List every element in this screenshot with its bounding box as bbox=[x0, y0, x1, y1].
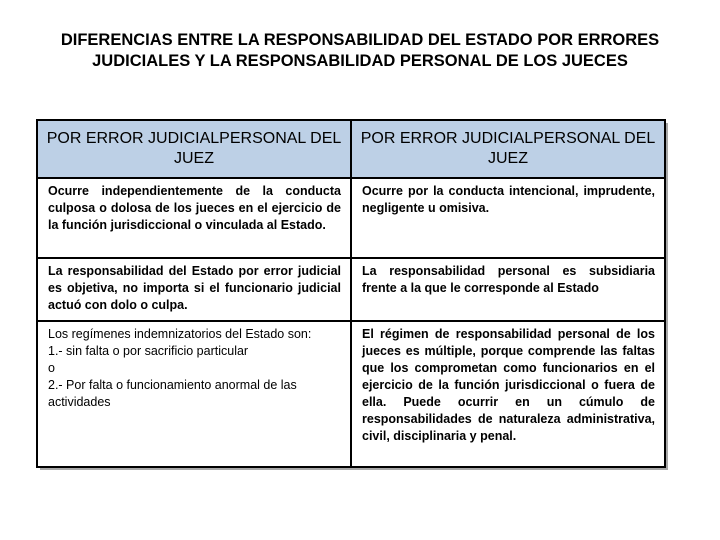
table-header-row bbox=[37, 120, 665, 178]
regime-line: 2.- Por falta o funcionamiento anormal de las actividades bbox=[48, 378, 297, 409]
regime-line: o bbox=[48, 361, 55, 375]
regime-line: 1.- sin falta o por sacrificio particular bbox=[48, 344, 249, 358]
table-row bbox=[37, 258, 665, 321]
table-row bbox=[37, 321, 665, 467]
title-line-2: JUDICIALES Y LA RESPONSABILIDAD PERSONAL DE LOS JUECES bbox=[92, 52, 628, 70]
table-cell-right: Ocurre por la conducta intencional, imprudente, negligente u omisiva. bbox=[351, 178, 665, 258]
column-header-right: POR ERROR JUDICIALPERSONAL DEL JUEZ bbox=[351, 120, 665, 178]
table-cell-left: La responsabilidad del Estado por error judicial es objetiva, no importa si el funcionario judicial actuó con dolo o culpa. bbox=[37, 258, 351, 321]
table-cell-right: El régimen de responsabilidad personal de los jueces es múltiple, porque comprende las faltas que los comprometan como funcionarios en el ejercicio de la función jurisdiccional o fuera de ella. Puede ocurrir en un cúmulo de responsabilidades de naturaleza administrativa, civil, disciplinaria y penal. bbox=[351, 321, 665, 467]
table-cell-right: La responsabilidad personal es subsidiaria frente a la que le corresponde al Estado bbox=[351, 258, 665, 321]
comparison-table bbox=[36, 119, 666, 468]
page-title bbox=[20, 30, 700, 72]
table-cell-left bbox=[37, 321, 351, 467]
title-line-1: DIFERENCIAS ENTRE LA RESPONSABILIDAD DEL ESTADO POR ERRORES bbox=[60, 31, 660, 49]
comparison-table-container bbox=[36, 119, 664, 466]
regime-line: Los regímenes indemnizatorios del Estado son: bbox=[48, 327, 312, 341]
column-header-left: POR ERROR JUDICIALPERSONAL DEL JUEZ bbox=[37, 120, 351, 178]
table-row bbox=[37, 178, 665, 258]
table-cell-left: Ocurre independientemente de la conducta culposa o dolosa de los jueces en el ejercicio de la función jurisdiccional o vinculada al Estado. bbox=[37, 178, 351, 258]
